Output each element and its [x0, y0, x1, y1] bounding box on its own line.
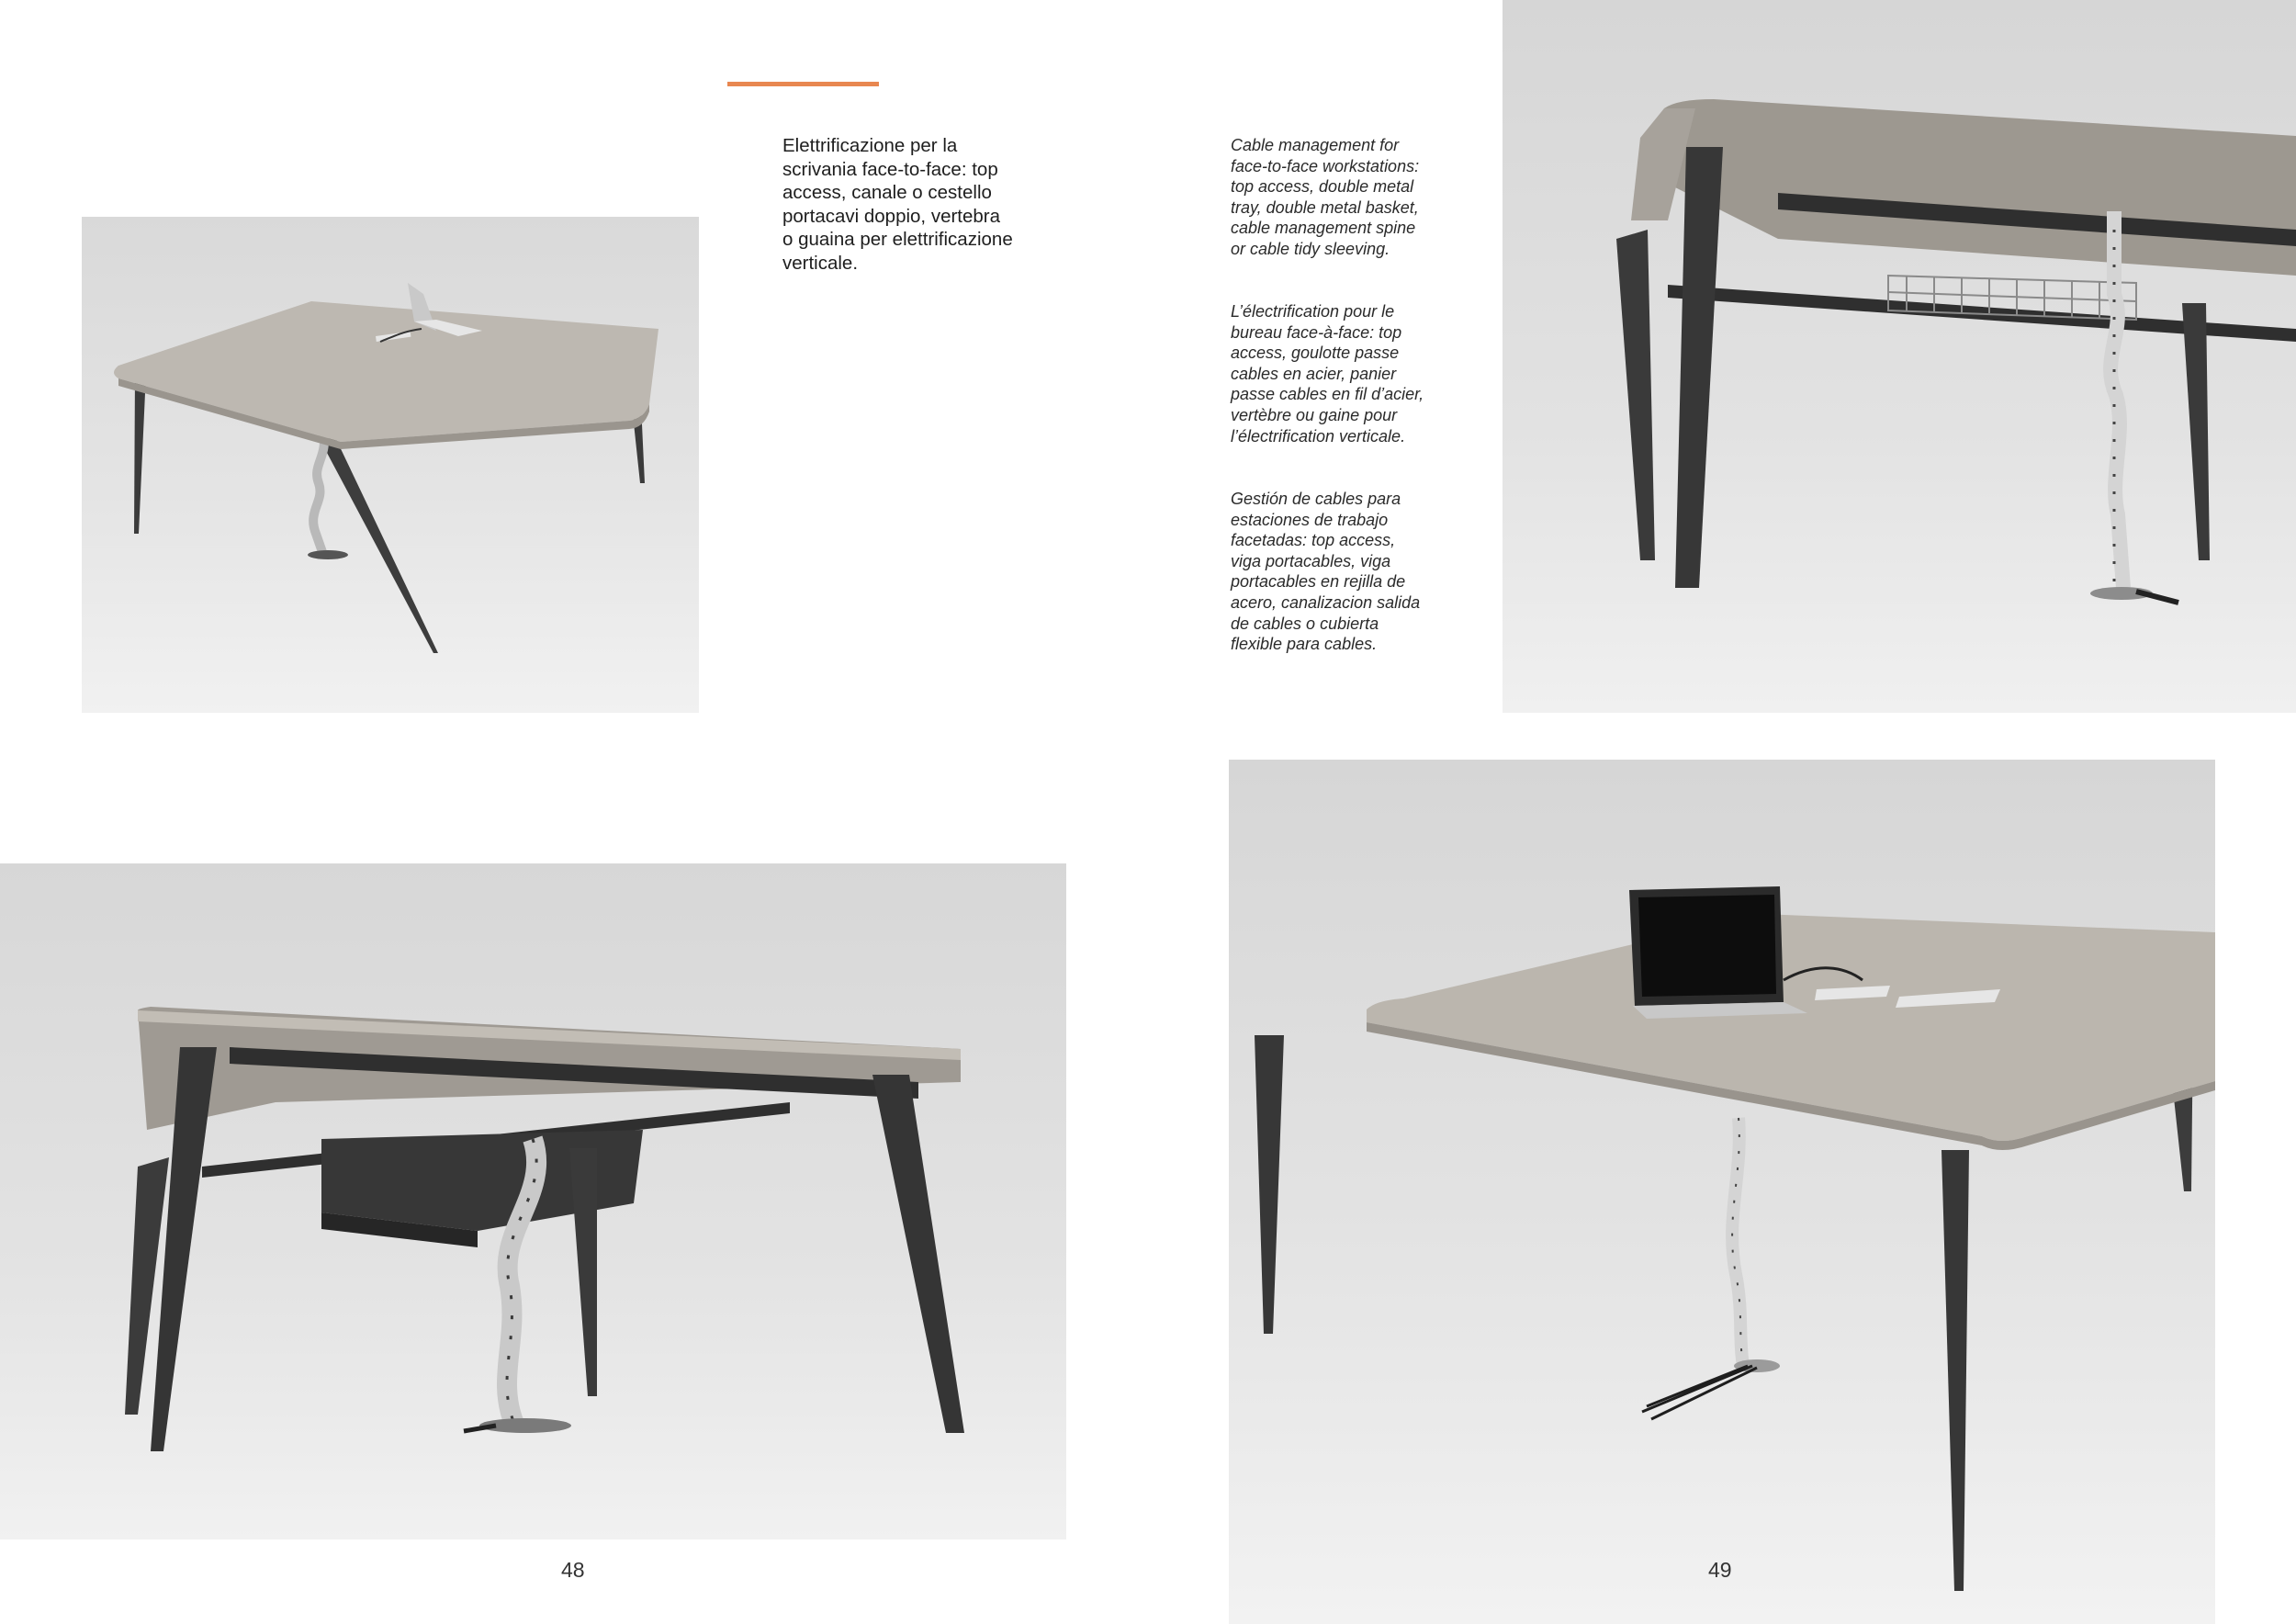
- photo-table-underside-tray: [0, 863, 1066, 1539]
- photo-table-with-laptop: [1229, 760, 2215, 1624]
- page-number-left: 48: [561, 1558, 585, 1582]
- description-spanish: Gestión de cables para estaciones de trabajo facetadas: top access, viga portacables, viga portacables en rejilla de acero, canalizacion salida de cables o cubierta flexible para cables.: [1231, 490, 1421, 654]
- page-number-right: 49: [1708, 1558, 1732, 1582]
- description-english: Cable management for face-to-face workstations: top access, double metal tray, double metal basket, cable management spine or cable tidy sleeving.: [1231, 136, 1420, 258]
- photo-table-overview: [82, 217, 699, 713]
- description-italian: Elettrificazione per la scrivania face-to-face: top access, canale o cestello portacavi doppio, vertebra o guaina per elettrificazione verticale.: [782, 135, 1013, 274]
- photo-table-underside-basket: [1503, 0, 2296, 713]
- accent-rule: [727, 82, 879, 86]
- description-french: L’électrification pour le bureau face-à-face: top access, goulotte passe cables en acier, panier passe cables en fil d’acier, vertèbre ou gaine pour l’électrification verticale.: [1231, 302, 1424, 445]
